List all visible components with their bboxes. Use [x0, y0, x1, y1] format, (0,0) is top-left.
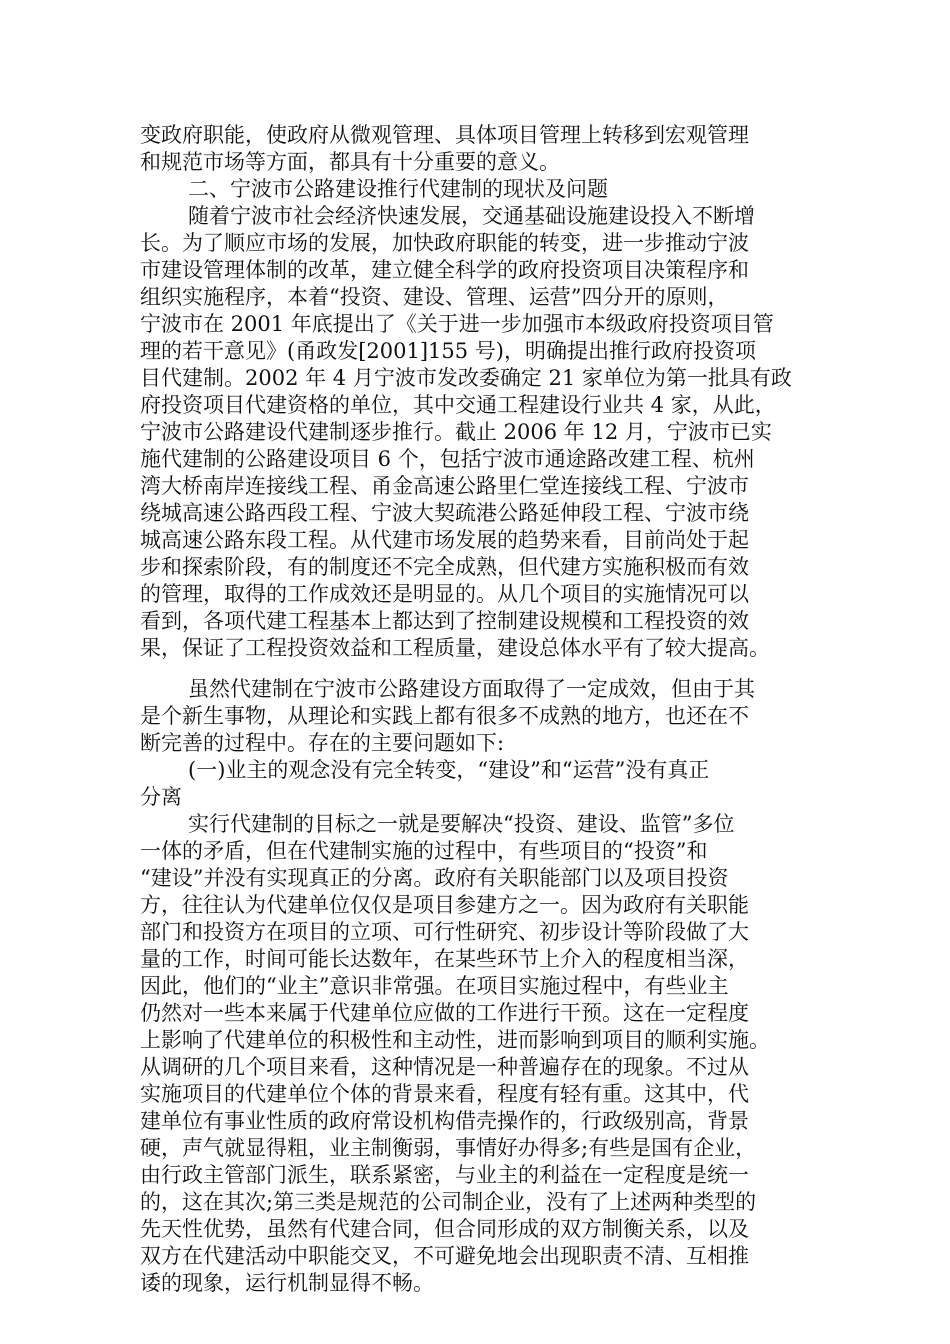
text-line: 宁波市在 2001 年底提出了《关于进一步加强市本级政府投资项目管: [140, 312, 774, 336]
text-line: 实行代建制的目标之一就是要解决“投资、建设、监管”多位: [188, 812, 735, 836]
text-line: 由行政主管部门派生，联系紧密，与业主的利益在一定程度是统一: [140, 1163, 749, 1187]
text-line: 宁波市公路建设代建制逐步推行。截止 2006 年 12 月，宁波市已实: [140, 420, 772, 444]
text-line: 目代建制。2002 年 4 月宁波市发改委确定 21 家单位为第一批具有政: [140, 366, 792, 390]
text-line: 先天性优势，虽然有代建合同，但合同形成的双方制衡关系，以及: [140, 1217, 749, 1241]
text-line: 城高速公路东段工程。从代建市场发展的趋势来看，目前尚处于起: [140, 528, 749, 552]
text-line: 步和探索阶段，有的制度还不完全成熟，但代建方实施积极而有效: [140, 555, 749, 579]
text-line: 从调研的几个项目来看，这种情况是一种普遍存在的现象。不过从: [140, 1055, 749, 1079]
subsection-heading-cont: 分离: [140, 785, 182, 809]
subsection-heading: (一)业主的观念没有完全转变，“建设”和“运营”没有真正: [188, 758, 710, 782]
text-line: 市建设管理体制的改革，建立健全科学的政府投资项目决策程序和: [140, 258, 749, 282]
text-line: 湾大桥南岸连接线工程、甬金高速公路里仁堂连接线工程、宁波市: [140, 474, 749, 498]
text-line: 一体的矛盾，但在代建制实施的过程中，有些项目的“投资”和: [140, 839, 708, 863]
text-line: 量的工作，时间可能长达数年，在某些环节上介入的程度相当深，: [140, 947, 749, 971]
text-line: 建单位有事业性质的政府常设机构借壳操作的，行政级别高，背景: [140, 1109, 749, 1133]
text-line: 的管理，取得的工作成效还是明显的。从几个项目的实施情况可以: [140, 582, 749, 606]
text-line: 是个新生事物，从理论和实践上都有很多不成熟的地方，也还在不: [140, 704, 749, 728]
text-line: 上影响了代建单位的积极性和主动性，进而影响到项目的顺利实施。: [140, 1028, 770, 1052]
text-line: 断完善的过程中。存在的主要问题如下:: [140, 731, 505, 755]
text-line: 看到，各项代建工程基本上都达到了控制建设规模和工程投资的效: [140, 609, 749, 633]
text-line: 府投资项目代建资格的单位，其中交通工程建设行业共 4 家，从此，: [140, 393, 776, 417]
text-line: 理的若干意见》(甬政发[2001]155 号)，明确提出推行政府投资项: [140, 339, 756, 363]
text-line: 随着宁波市社会经济快速发展，交通基础设施建设投入不断增: [188, 204, 755, 228]
text-line: 的，这在其次;第三类是规范的公司制企业，没有了上述两种类型的: [140, 1190, 757, 1214]
text-line: 硬，声气就显得粗，业主制衡弱，事情好办得多;有些是国有企业，: [140, 1136, 757, 1160]
section-heading: 二、宁波市公路建设推行代建制的现状及问题: [188, 177, 608, 201]
text-line: 组织实施程序，本着“投资、建设、管理、运营”四分开的原则，: [140, 285, 729, 309]
text-line: 方，往往认为代建单位仅仅是项目参建方之一。因为政府有关职能: [140, 893, 749, 917]
text-line: 部门和投资方在项目的立项、可行性研究、初步设计等阶段做了大: [140, 920, 749, 944]
text-line: 绕城高速公路西段工程、宁波大契疏港公路延伸段工程、宁波市绕: [140, 501, 749, 525]
text-line: 仍然对一些本来属于代建单位应做的工作进行干预。这在一定程度: [140, 1001, 749, 1025]
text-line: “建设”并没有实现真正的分离。政府有关职能部门以及项目投资: [140, 866, 729, 890]
text-line: 长。为了顺应市场的发展，加快政府职能的转变，进一步推动宁波: [140, 231, 749, 255]
text-line: 实施项目的代建单位个体的背景来看，程度有轻有重。这其中，代: [140, 1082, 749, 1106]
text-line: 果，保证了工程投资效益和工程质量，建设总体水平有了较大提高。: [140, 636, 770, 660]
text-line: 双方在代建活动中职能交叉，不可避免地会出现职责不清、互相推: [140, 1244, 749, 1268]
text-line: 施代建制的公路建设项目 6 个，包括宁波市通途路改建工程、杭州: [140, 447, 755, 471]
text-line: 虽然代建制在宁波市公路建设方面取得了一定成效，但由于其: [188, 677, 755, 701]
text-line: 变政府职能，使政府从微观管理、具体项目管理上转移到宏观管理: [140, 123, 749, 147]
text-line: 因此，他们的“业主”意识非常强。在项目实施过程中，有些业主: [140, 974, 729, 998]
text-line: 诿的现象，运行机制显得不畅。: [140, 1271, 434, 1295]
text-line: 和规范市场等方面，都具有十分重要的意义。: [140, 150, 560, 174]
